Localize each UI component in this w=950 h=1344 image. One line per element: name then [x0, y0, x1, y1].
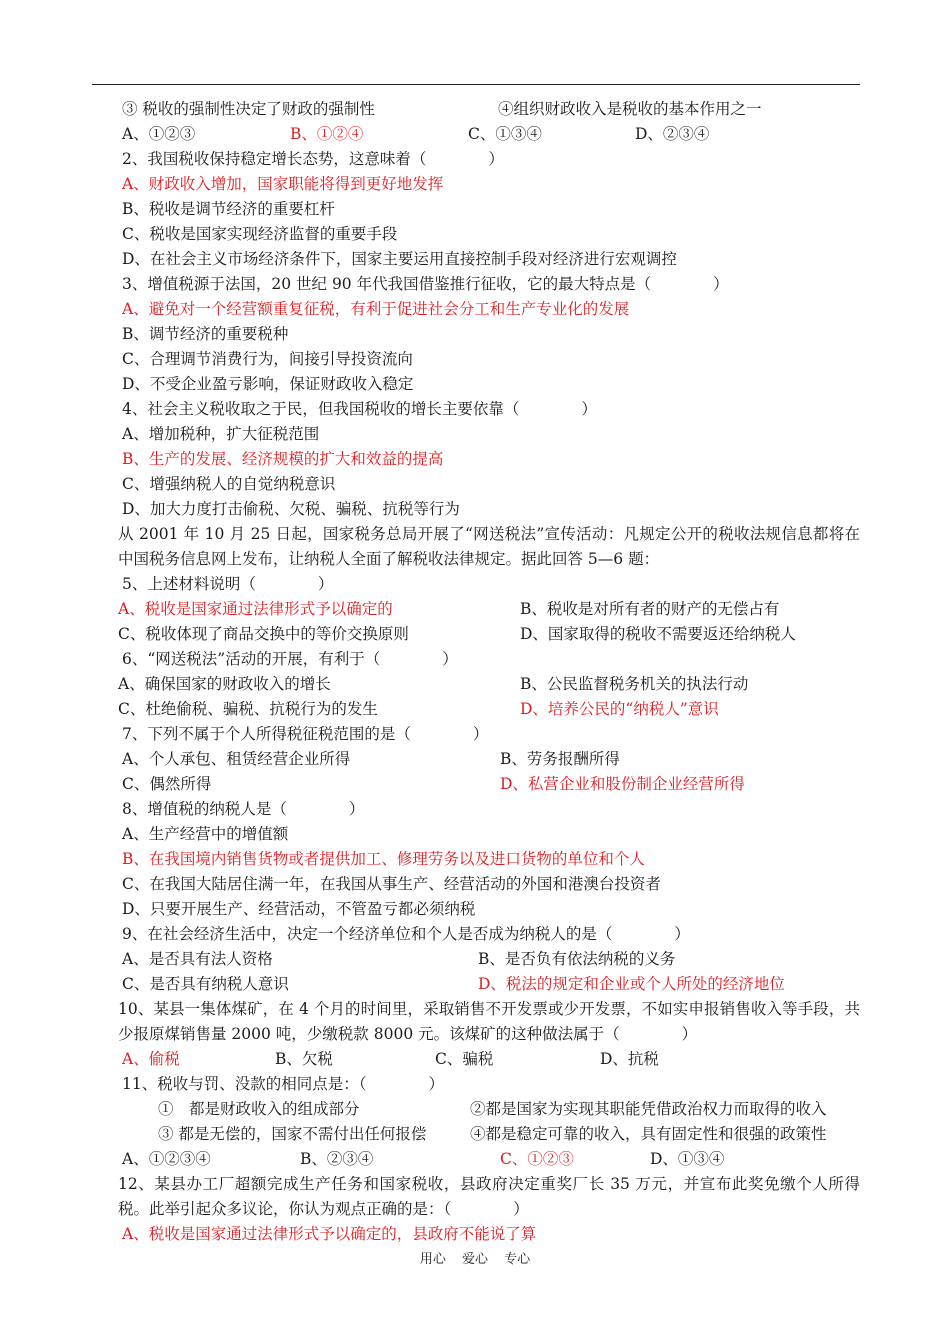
q7-stem: 7、下列不属于个人所得税征税范围的是（ ） [122, 725, 489, 743]
q6-stem: 6、“网送税法”活动的开展，有利于（ ） [122, 650, 458, 668]
q2-option-d: D、在社会主义市场经济条件下，国家主要运用直接控制手段对经济进行宏观调控 [122, 250, 677, 268]
q7-option-d-answer: D、私营企业和股份制企业经营所得 [500, 775, 745, 793]
q10-option-d: D、抗税 [600, 1050, 659, 1068]
q6-option-a: A、确保国家的财政收入的增长 [118, 675, 331, 693]
q4-option-b-answer: B、生产的发展、经济规模的扩大和效益的提高 [122, 450, 444, 468]
q8-option-a: A、生产经营中的增值额 [122, 825, 289, 843]
q7-option-c: C、偶然所得 [122, 775, 212, 793]
q2-option-c: C、税收是国家实现经济监督的重要手段 [122, 225, 398, 243]
q4-option-a: A、增加税种，扩大征税范围 [122, 425, 320, 443]
q5-option-d: D、国家取得的税收不需要返还给纳税人 [520, 625, 796, 643]
q2-option-a-answer: A、财政收入增加，国家职能将得到更好地发挥 [122, 175, 444, 193]
q9-stem: 9、在社会经济生活中，决定一个经济单位和个人是否成为纳税人的是（ ） [122, 925, 690, 943]
q11-option-a: A、①②③④ [122, 1150, 211, 1168]
q7-option-b: B、劳务报酬所得 [500, 750, 620, 768]
q8-option-b-answer: B、在我国境内销售货物或者提供加工、修理劳务以及进口货物的单位和个人 [122, 850, 645, 868]
q11-option-b: B、②③④ [300, 1150, 374, 1168]
q11-statement-4: ④都是稳定可靠的收入，具有固定性和很强的政策性 [470, 1125, 827, 1143]
q10-option-c: C、骗税 [435, 1050, 494, 1068]
q4-option-d: D、加大力度打击偷税、欠税、骗税、抗税等行为 [122, 500, 460, 518]
q11-statement-1: ① 都是财政收入的组成部分 [158, 1100, 360, 1118]
q4-option-c: C、增强纳税人的自觉纳税意识 [122, 475, 336, 493]
statement-4: ④组织财政收入是税收的基本作用之一 [498, 100, 762, 118]
q9-option-c: C、是否具有纳税人意识 [122, 975, 289, 993]
q5-option-b: B、税收是对所有者的财产的无偿占有 [520, 600, 780, 618]
q8-option-d: D、只要开展生产、经营活动，不管盈亏都必须纳税 [122, 900, 476, 918]
statement-3: ③ 税收的强制性决定了财政的强制性 [122, 100, 375, 118]
q3-option-d: D、不受企业盈亏影响，保证财政收入稳定 [122, 375, 414, 393]
q11-option-c-answer: C、①②③ [500, 1150, 574, 1168]
q5-stem: 5、上述材料说明（ ） [122, 575, 334, 593]
q1-option-a: A、①②③ [122, 125, 196, 143]
q5-option-a-answer: A、税收是国家通过法律形式予以确定的 [118, 600, 393, 618]
q9-option-a: A、是否具有法人资格 [122, 950, 273, 968]
reading-passage: 从 2001 年 10 月 25 日起，国家税务总局开展了“网送税法”宣传活动：凡规定公开的税收法规信息都将在中国税务信息网上发布，让纳税人全面了解税收法律规定。据此回答 5—6 题： [118, 525, 860, 568]
q6-option-d-answer: D、培养公民的“纳税人”意识 [520, 700, 719, 718]
q11-option-d: D、①③④ [650, 1150, 725, 1168]
q1-option-d: D、②③④ [635, 125, 710, 143]
q8-option-c: C、在我国大陆居住满一年，在我国从事生产、经营活动的外国和港澳台投资者 [122, 875, 661, 893]
q3-option-a-answer: A、避免对一个经营额重复征税，有利于促进社会分工和生产专业化的发展 [122, 300, 630, 318]
q1-option-c: C、①③④ [468, 125, 542, 143]
q3-stem: 3、增值税源于法国，20 世纪 90 年代我国借鉴推行征收，它的最大特点是（ ） [122, 275, 729, 293]
header-rule [92, 84, 860, 85]
q1-option-b-answer: B、①②④ [290, 125, 364, 143]
q3-option-b: B、调节经济的重要税种 [122, 325, 289, 343]
q8-stem: 8、增值税的纳税人是（ ） [122, 800, 365, 818]
q10-option-a-answer: A、偷税 [122, 1050, 180, 1068]
q9-option-d-answer: D、税法的规定和企业或个人所处的经济地位 [478, 975, 785, 993]
page-footer: 用心 爱心 专心 [419, 1252, 531, 1267]
q7-option-a: A、个人承包、租赁经营企业所得 [122, 750, 351, 768]
q12-option-a-answer: A、税收是国家通过法律形式予以确定的，县政府不能说了算 [122, 1225, 537, 1243]
q11-statement-3: ③ 都是无偿的，国家不需付出任何报偿 [158, 1125, 427, 1143]
q10-option-b: B、欠税 [275, 1050, 333, 1068]
q2-stem: 2、我国税收保持稳定增长态势，这意味着（ ） [122, 150, 504, 168]
q5-option-c: C、税收体现了商品交换中的等价交换原则 [118, 625, 409, 643]
q6-option-c: C、杜绝偷税、骗税、抗税行为的发生 [118, 700, 378, 718]
q10-stem: 10、某县一集体煤矿，在 4 个月的时间里，采取销售不开发票或少开发票，不如实申报销售收入等手段，共少报原煤销售量 2000 吨，少缴税款 8000 元。该煤矿的这种做法属于（ ） [118, 1000, 860, 1043]
q4-stem: 4、社会主义税收取之于民，但我国税收的增长主要依靠（ ） [122, 400, 597, 418]
q3-option-c: C、合理调节消费行为，间接引导投资流向 [122, 350, 413, 368]
q2-option-b: B、税收是调节经济的重要杠杆 [122, 200, 335, 218]
q11-statement-2: ②都是国家为实现其职能凭借政治权力而取得的收入 [470, 1100, 827, 1118]
q12-stem: 12、某县办工厂超额完成生产任务和国家税收，县政府决定重奖厂长 35 万元，并宣布此奖免缴个人所得税。此举引起众多议论，你认为观点正确的是：（ ） [118, 1175, 860, 1218]
q9-option-b: B、是否负有依法纳税的义务 [478, 950, 676, 968]
q11-stem: 11、税收与罚、没款的相同点是：（ ） [122, 1075, 444, 1093]
q6-option-b: B、公民监督税务机关的执法行动 [520, 675, 749, 693]
